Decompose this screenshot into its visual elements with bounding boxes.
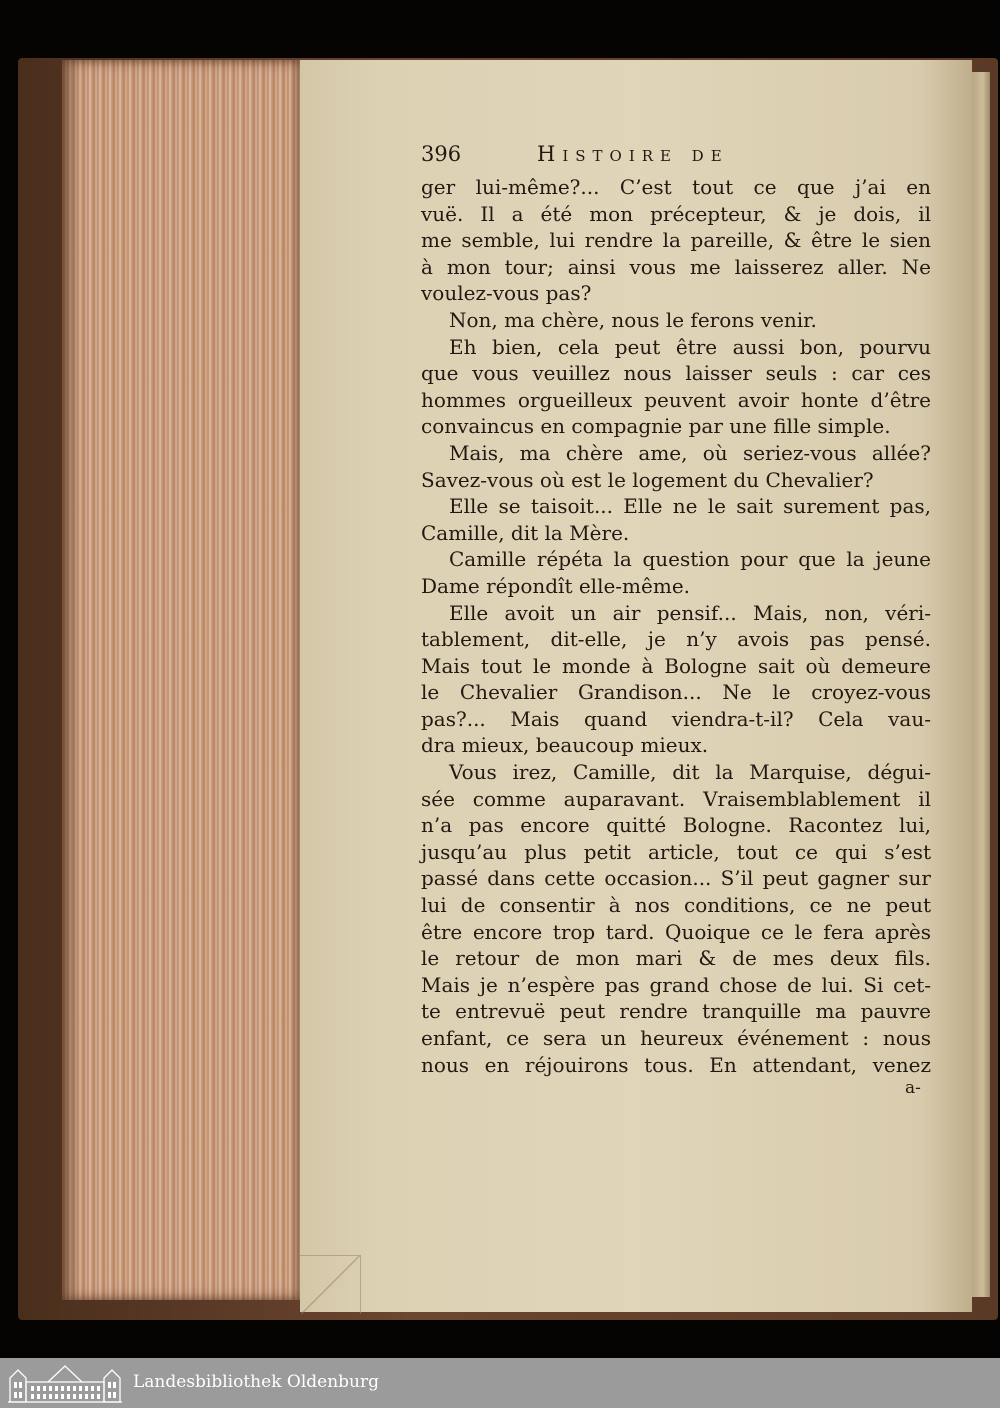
page-edges — [62, 60, 300, 1300]
text-line: être encore trop tard. Quoique ce le fera après — [421, 919, 931, 944]
text-line: lui de consentir à nos conditions, ce ne peut — [421, 893, 931, 918]
text-line: ger lui-même?... C’est tout ce que j’ai en — [421, 175, 931, 199]
text-line: jusqu’au plus petit article, tout ce qui s’est — [421, 839, 931, 864]
text-line: n’a pas encore quitté Bologne. Racontez lui, — [421, 813, 931, 838]
text-line: te entrevuë peut rendre tranquille ma pauvre — [421, 999, 931, 1024]
text-line: que vous veuillez nous laisser seuls : car ces — [421, 361, 931, 386]
text-line: convaincus en compagnie par une fille simple. — [421, 414, 891, 439]
text-line: Dame répondît elle-même. — [421, 573, 691, 598]
text-line: voulez-vous pas? — [421, 281, 592, 306]
page-corner-fold — [300, 1255, 361, 1314]
text-line: pas?... Mais quand viendra-t-il? Cela vau- — [421, 706, 931, 731]
library-building-icon — [8, 1362, 122, 1404]
body-text — [421, 174, 931, 1078]
text-line: Elle avoit un air pensif... Mais, non, véri- — [449, 600, 931, 625]
text-line: Vous irez, Camille, dit la Marquise, dégui- — [449, 760, 931, 785]
text-line: vuë. Il a été mon précepteur, & je dois, il — [421, 201, 931, 226]
text-line: le retour de mon mari & de mes deux fils. — [421, 946, 931, 971]
facing-page-edge — [972, 72, 990, 1297]
text-line: Elle se taisoit... Elle ne le sait surement pas, — [449, 494, 931, 519]
text-line: passé dans cette occasion... S’il peut gagner sur — [421, 866, 931, 891]
text-line: Savez-vous où est le logement du Chevalier? — [421, 467, 874, 492]
running-title: Histoire de — [537, 142, 729, 166]
text-line: nous en réjouirons tous. En attendant, venez — [421, 1052, 931, 1077]
library-footer — [0, 1358, 1000, 1408]
text-line: Mais, ma chère ame, où seriez-vous allée? — [449, 440, 931, 465]
library-name: Landesbibliothek Oldenburg — [133, 1372, 380, 1392]
text-line: Camille, dit la Mère. — [421, 520, 630, 545]
text-block — [421, 140, 931, 1078]
text-line: à mon tour; ainsi vous me laisserez aller. Ne — [421, 254, 931, 279]
text-line: le Chevalier Grandison... Ne le croyez-vous — [421, 680, 931, 705]
text-line: Non, ma chère, nous le ferons venir. — [449, 307, 817, 332]
text-line: Eh bien, cela peut être aussi bon, pourvu — [449, 334, 931, 359]
text-line: Camille répéta la question pour que la jeune — [449, 547, 931, 572]
page-number: 396 — [421, 142, 462, 166]
text-line: me semble, lui rendre la pareille, & être le sien — [421, 228, 931, 253]
text-line: enfant, ce sera un heureux événement : nous — [421, 1026, 931, 1050]
text-line: hommes orgueilleux peuvent avoir honte d’être — [421, 387, 931, 412]
catchword: a- — [905, 1078, 921, 1098]
text-line: sée comme auparavant. Vraisemblablement il — [421, 786, 931, 811]
text-line: tablement, dit-elle, je n’y avois pas pensé. — [421, 627, 931, 652]
text-line: Mais tout le monde à Bologne sait où demeure — [421, 653, 931, 678]
text-line: dra mieux, beaucoup mieux. — [421, 733, 709, 758]
text-line: Mais je n’espère pas grand chose de lui. Si cet- — [421, 972, 931, 997]
running-head — [421, 140, 931, 174]
